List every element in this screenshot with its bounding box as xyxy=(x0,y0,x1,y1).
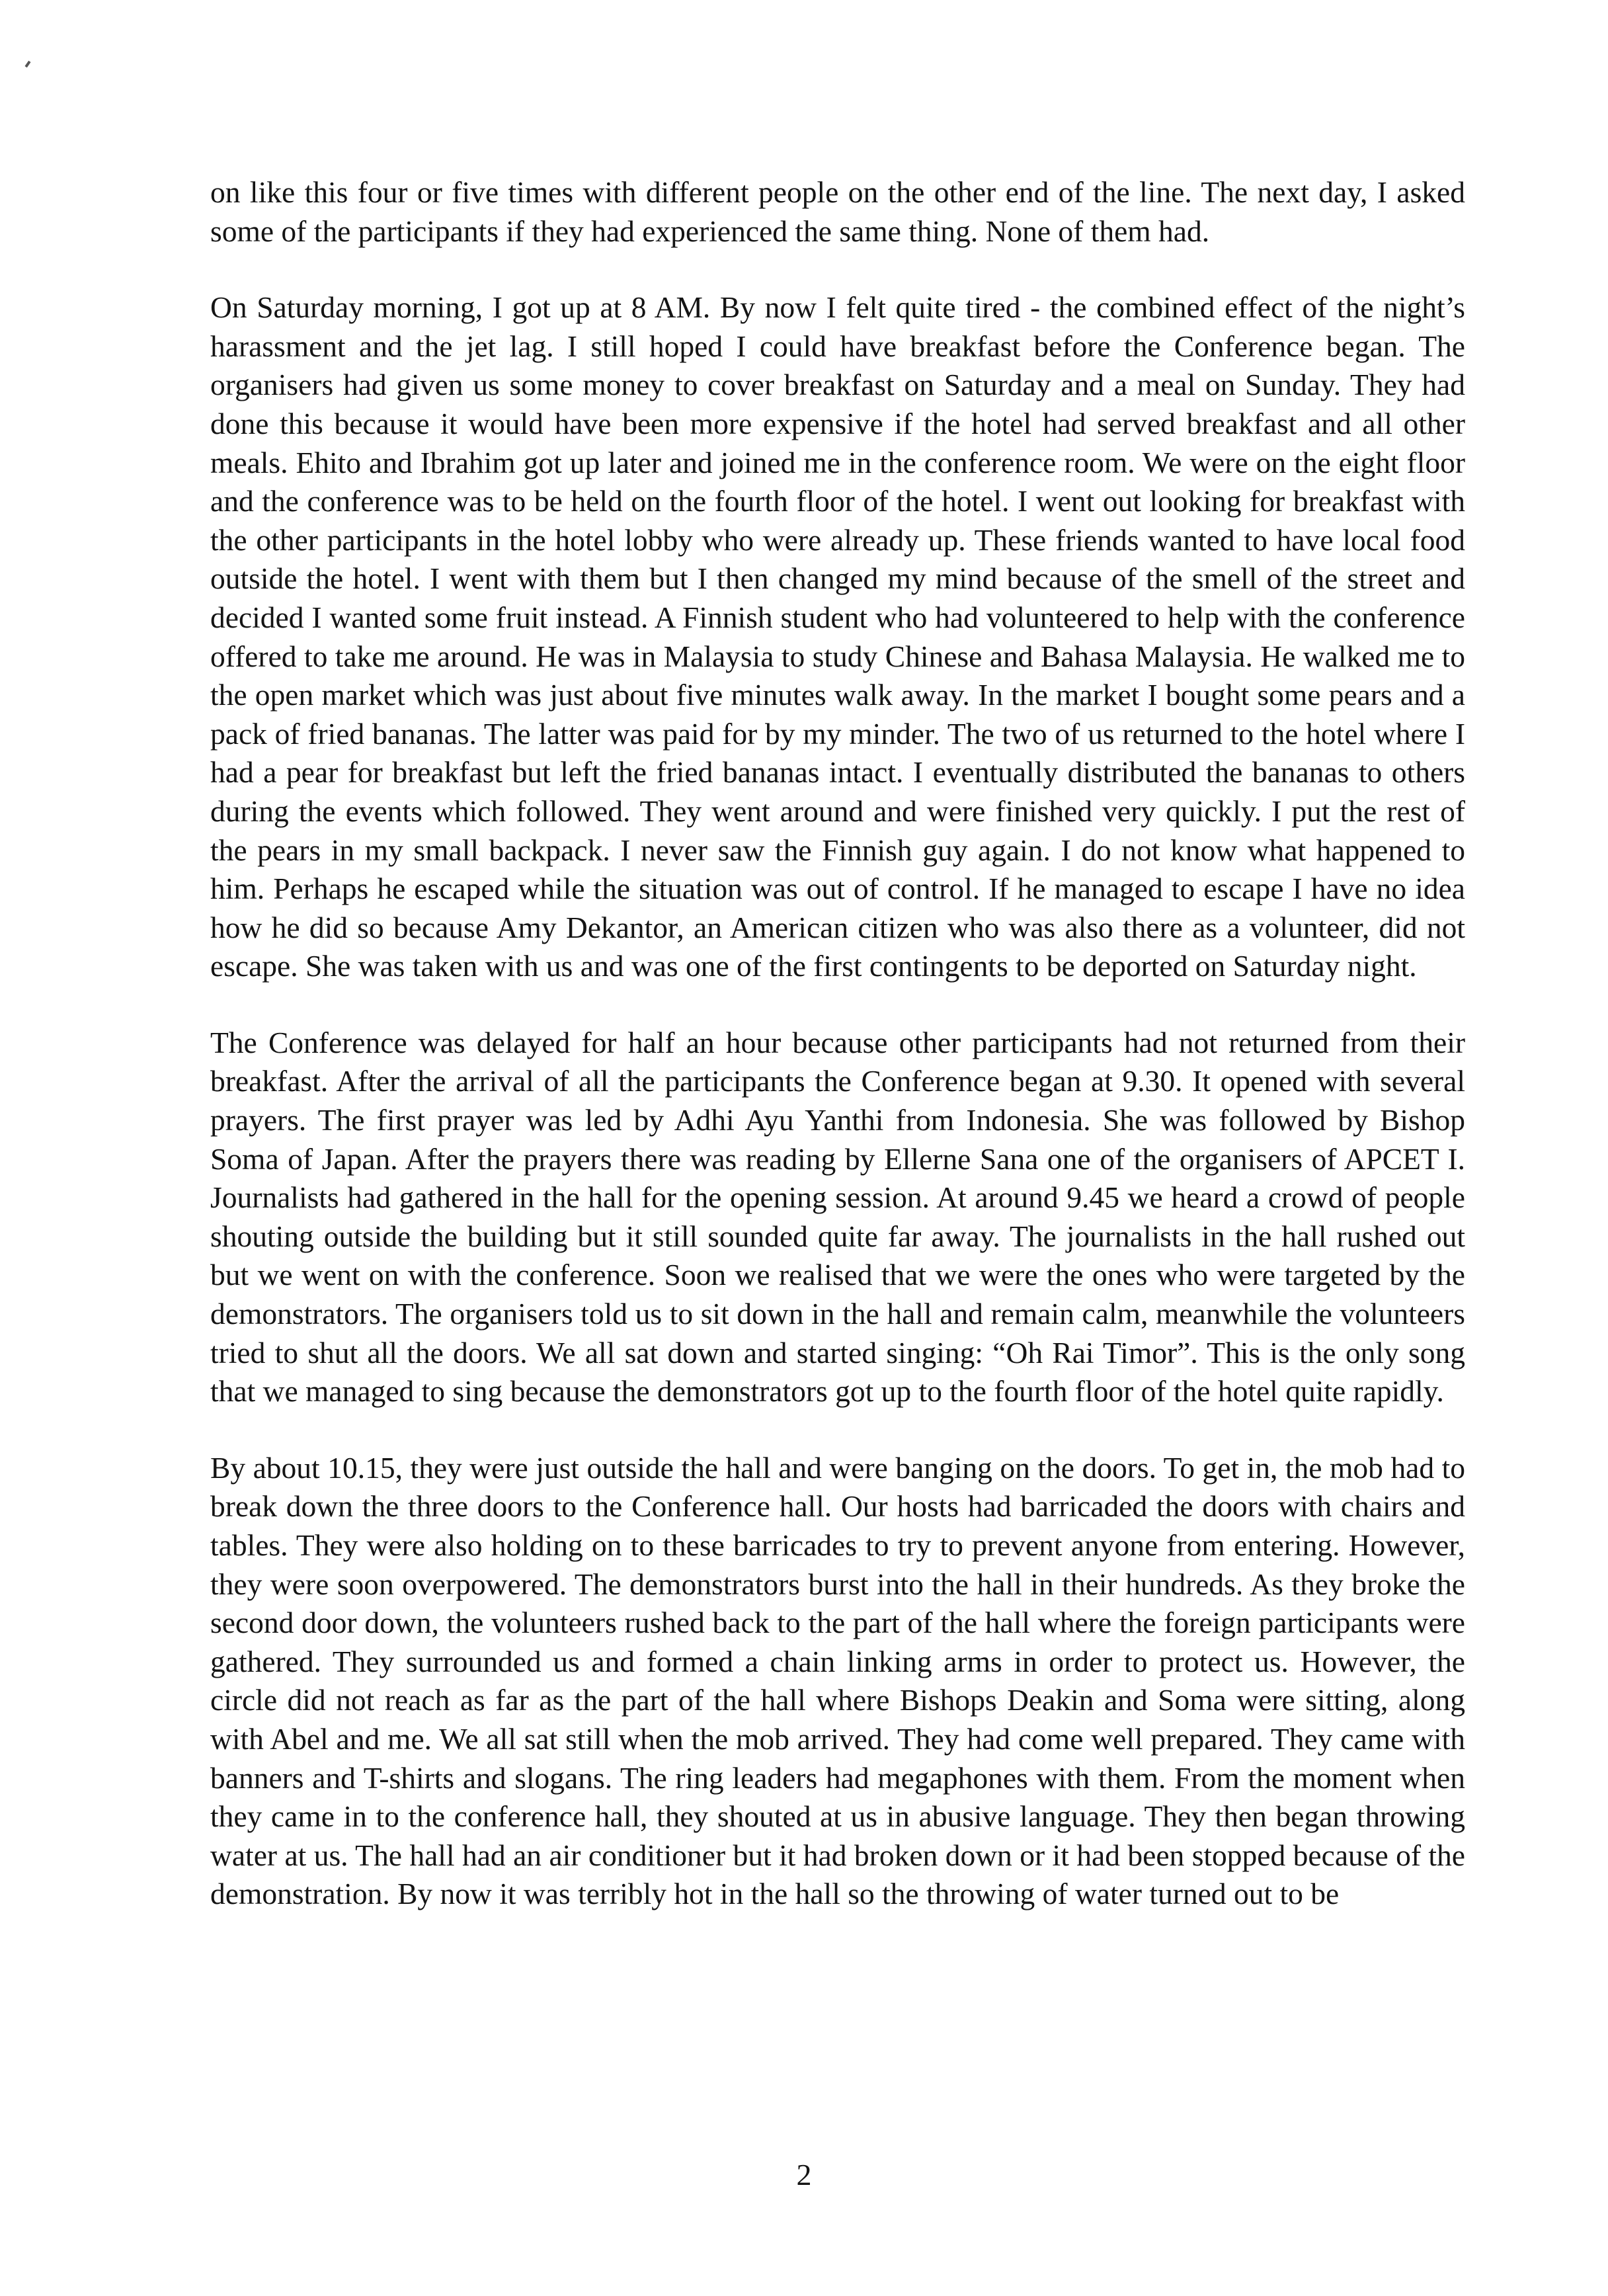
paragraph-mob-arrives: By about 10.15, they were just outside the hall and were banging on the doors. To get in, the mob had to break down the three doors to the Conference hall. Our hosts had barricaded the doors with chairs and tables. They were also holding on to these barricades to try to prevent anyone from entering. However, they were soon overpowered. The demonstrators burst into the hall in their hundreds. As they broke the second door down, the volunteers rushed back to the part of the hall where the foreign participants were gathered. They surrounded us and formed a chain linking arms in order to protect us. However, the circle did not reach as far as the part of the hall where Bishops Deakin and Soma were sitting, along with Abel and me. We all sat still when the mob arrived. They had come well prepared. They came with banners and T-shirts and slogans. The ring leaders had megaphones with them. From the moment when they came in to the conference hall, they shouted at us in abusive language. They then began throwing water at us. The hall had an air conditioner but it had broken down or it had been stopped because of the demonstration. By now it was terribly hot in the hall so the throwing of water turned out to be xyxy=(210,1450,1465,1911)
scan-speck xyxy=(24,61,30,67)
paragraph-saturday-morning: On Saturday morning, I got up at 8 AM. By now I felt quite tired - the combined effect of the night’s harassment and the jet lag. I still hoped I could have breakfast before the Conference began. The organisers had given us some money to cover breakfast on Saturday and a meal on Sunday. They had done this because it would have been more expensive if the hotel had served breakfast and all other meals. Ehito and Ibrahim got up later and joined me in the conference room. We were on the eight floor and the conference was to be held on the fourth floor of the hotel. I went out looking for breakfast with the other participants in the hotel lobby who were already up. These friends wanted to have local food outside the hotel. I went with them but I then changed my mind because of the smell of the street and decided I wanted some fruit instead. A Finnish student who had volunteered to help with the conference offered to take me around. He was in Malaysia to study Chinese and Bahasa Malaysia. He walked me to the open market which was just about five minutes walk away. In the market I bought some pears and a pack of fried bananas. The latter was paid for by my minder. The two of us returned to the hotel where I had a pear for breakfast but left the fried bananas intact. I eventually distributed the bananas to others during the events which followed. They went around and were finished very quickly. I put the rest of the pears in my small backpack. I never saw the Finnish guy again. I do not know what happened to him. Perhaps he escaped while the situation was out of control. If he managed to escape I have no idea how he did so because Amy Dekantor, an American citizen who was also there as a volunteer, did not escape. She was taken with us and was one of the first contingents to be deported on Saturday night. xyxy=(210,290,1465,983)
paragraph-continuation: on like this four or five times with different people on the other end of the line. The next day, I asked some of the participants if they had experienced the same thing. None of them had. xyxy=(210,175,1465,248)
page-number: 2 xyxy=(796,2158,812,2192)
paragraph-conference-delayed: The Conference was delayed for half an hour because other participants had not returned from their breakfast. After the arrival of all the participants the Conference began at 9.30. It opened with several prayers. The first prayer was led by Adhi Ayu Yanthi from Indonesia. She was followed by Bishop Soma of Japan. After the prayers there was reading by Ellerne Sana one of the organisers of APCET I. Journalists had gathered in the hall for the opening session. At around 9.45 we heard a crowd of people shouting outside the building but it still sounded quite far away. The journalists in the hall rushed out but we went on with the conference. Soon we realised that we were the ones who were targeted by the demonstrators. The organisers told us to sit down in the hall and remain calm, meanwhile the volunteers tried to shut all the doors. We all sat down and started singing: “Oh Rai Timor”. This is the only song that we managed to sing because the demonstrators got up to the fourth floor of the hotel quite rapidly. xyxy=(210,1025,1465,1409)
body-text xyxy=(210,173,1465,1951)
